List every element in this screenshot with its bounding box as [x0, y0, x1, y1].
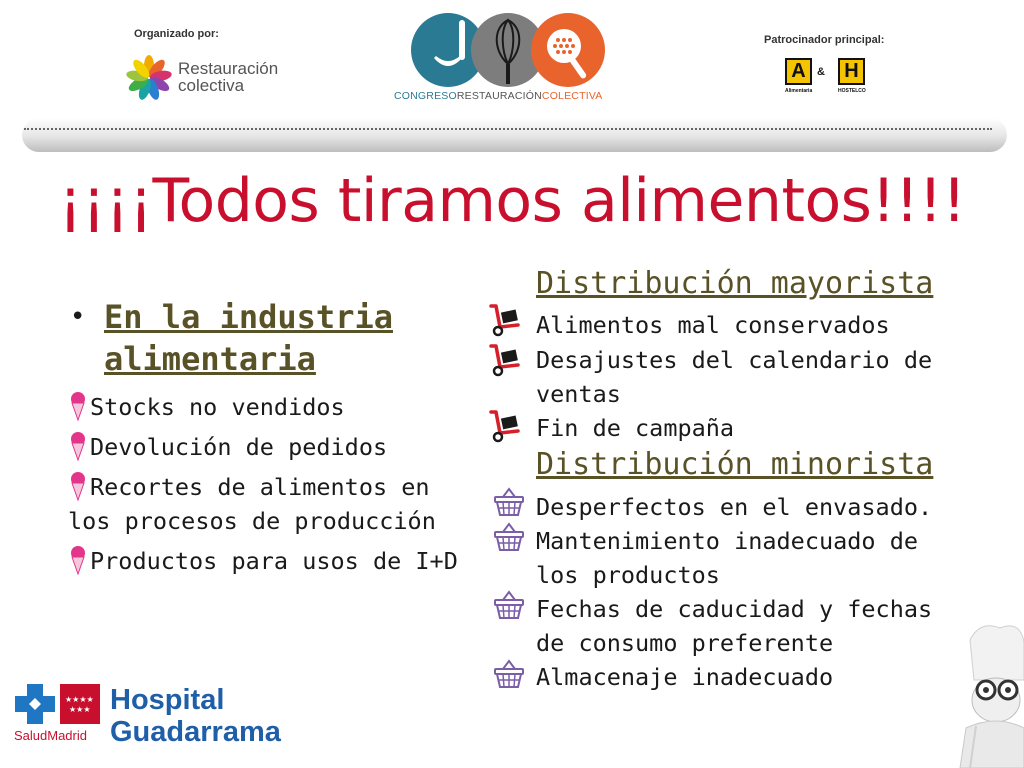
sponsor-h-subtitle: HOSTELCO — [838, 88, 866, 94]
header-separator — [22, 118, 1007, 152]
shopping-basket-icon — [493, 590, 525, 620]
list-item: Alimentos mal conservados — [536, 311, 890, 339]
retail-heading: Distribución minorista — [536, 447, 934, 482]
left-item-text: Productos para usos de I+D — [90, 547, 458, 575]
sponsor-label: Patrocinador principal: — [764, 34, 885, 46]
hand-truck-icon — [488, 343, 522, 377]
organizer-logo-line1: Restauración — [178, 59, 279, 78]
list-item: Fechas de caducidad y fechas de consumo preferente — [536, 595, 933, 657]
chef-character-icon — [940, 620, 1024, 768]
wholesale-heading: Distribución mayorista — [536, 266, 934, 301]
shopping-basket-icon — [493, 659, 525, 689]
sponsor-ampersand: & — [817, 66, 825, 78]
organized-by-label: Organizado por: — [134, 28, 219, 40]
sponsor-h-letter: H — [844, 60, 859, 82]
list-item — [68, 390, 478, 424]
congress-logo-icon — [404, 8, 616, 92]
left-item-text: Devolución de pedidos — [90, 433, 388, 461]
left-heading: En la industria alimentaria — [104, 298, 393, 378]
shopping-basket-icon — [493, 487, 525, 517]
sponsor-a-letter: A — [791, 60, 806, 82]
svg-text:★★★: ★★★ — [69, 705, 91, 714]
svg-text:★★★★: ★★★★ — [65, 695, 94, 704]
hospital-name-line1: Hospital — [110, 684, 225, 716]
ice-cream-icon — [68, 391, 88, 421]
ice-cream-icon — [68, 471, 88, 501]
hand-truck-icon — [488, 303, 522, 337]
organizer-logo-line2: colectiva — [178, 76, 245, 95]
sponsor-a-logo — [785, 58, 812, 85]
hospital-name-line2: Guadarrama — [110, 716, 281, 748]
congress-name-part3: COLECTIVA — [541, 90, 603, 102]
list-item — [68, 544, 478, 578]
slide-title: ¡¡¡¡Todos tiramos alimentos!!!! — [58, 166, 966, 236]
shopping-basket-icon — [493, 522, 525, 552]
sponsor-h-logo — [838, 58, 865, 85]
congress-name — [394, 90, 602, 102]
organizer-logo-text — [178, 60, 278, 94]
madrid-flag-icon — [60, 684, 100, 724]
list-item: Almacenaje inadecuado — [536, 663, 834, 691]
list-item — [68, 430, 478, 464]
salud-madrid-cross-icon — [12, 684, 58, 724]
list-item: Fin de campaña — [536, 414, 735, 442]
ice-cream-icon — [68, 545, 88, 575]
left-item-text: Recortes de alimentos en los procesos de producción — [68, 473, 436, 535]
hospital-name — [110, 684, 281, 748]
hand-truck-icon — [488, 409, 522, 443]
left-item-text: Stocks no vendidos — [90, 393, 345, 421]
restauracion-colectiva-logo-icon — [122, 53, 176, 103]
sponsor-a-subtitle: Alimentaria — [785, 88, 813, 94]
bullet-marker: • — [70, 302, 86, 332]
list-item: Desperfectos en el envasado. — [536, 493, 933, 521]
list-item: Mantenimiento inadecuado de los productos — [536, 527, 919, 589]
list-item — [68, 470, 478, 538]
congress-name-part2: RESTAURACIÓN — [456, 90, 542, 102]
list-item: Desajustes del calendario de ventas — [536, 346, 933, 408]
header-separator-dots — [24, 128, 992, 130]
salud-madrid-brand: SaludMadrid — [14, 728, 87, 743]
ice-cream-icon — [68, 431, 88, 461]
congress-name-part1: CONGRESO — [394, 90, 457, 102]
